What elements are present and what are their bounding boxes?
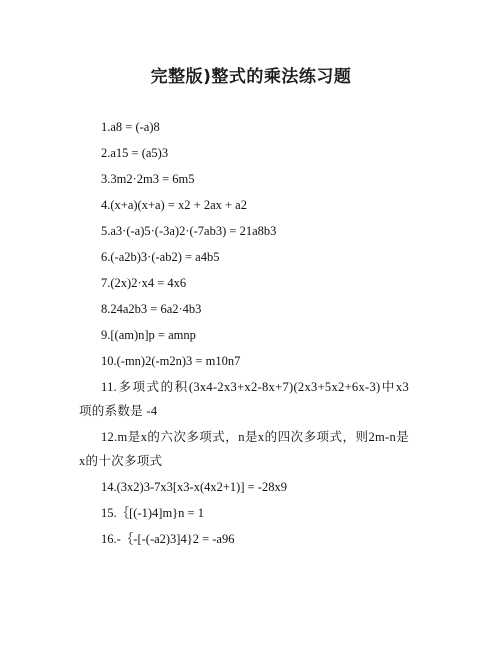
exercise-item-4: 4.(x+a)(x+a) = x2 + 2ax + a2 xyxy=(101,198,247,212)
exercise-list xyxy=(79,120,409,558)
page-title: 完整版)整式的乘法练习题 xyxy=(150,67,352,87)
exercise-item-16: 16.-｛-[-(-a2)3]4}2 = -a96 xyxy=(101,532,235,546)
exercise-item-5: 5.a3·(-a)5·(-3a)2·(-7ab3) = 21a8b3 xyxy=(101,224,277,238)
exercise-item-2: 2.a15 = (a5)3 xyxy=(101,146,169,160)
exercise-item-9: 9.[(am)n]p = amnp xyxy=(101,328,196,342)
exercise-item-10: 10.(-mn)2(-m2n)3 = m10n7 xyxy=(101,354,241,368)
exercise-item-12: 12.m是x的六次多项式，n是x的四次多项式，则2m-n是x的十次多项式 xyxy=(79,430,409,468)
exercise-item-3: 3.3m2·2m3 = 6m5 xyxy=(101,172,195,186)
exercise-item-14: 14.(3x2)3-7x3[x3-x(4x2+1)] = -28x9 xyxy=(101,480,287,494)
exercise-item-15: 15.｛[(-1)4]m}n = 1 xyxy=(101,506,204,520)
exercise-item-11: 11.多项式的积(3x4-2x3+x2-8x+7)(2x3+5x2+6x-3)中x3项的系数是 -4 xyxy=(79,380,409,418)
exercise-item-6: 6.(-a2b)3·(-ab2) = a4b5 xyxy=(101,250,220,264)
exercise-item-8: 8.24a2b3 = 6a2·4b3 xyxy=(101,302,202,316)
exercise-item-1: 1.a8 = (-a)8 xyxy=(101,120,160,134)
exercise-item-7: 7.(2x)2·x4 = 4x6 xyxy=(101,276,187,290)
